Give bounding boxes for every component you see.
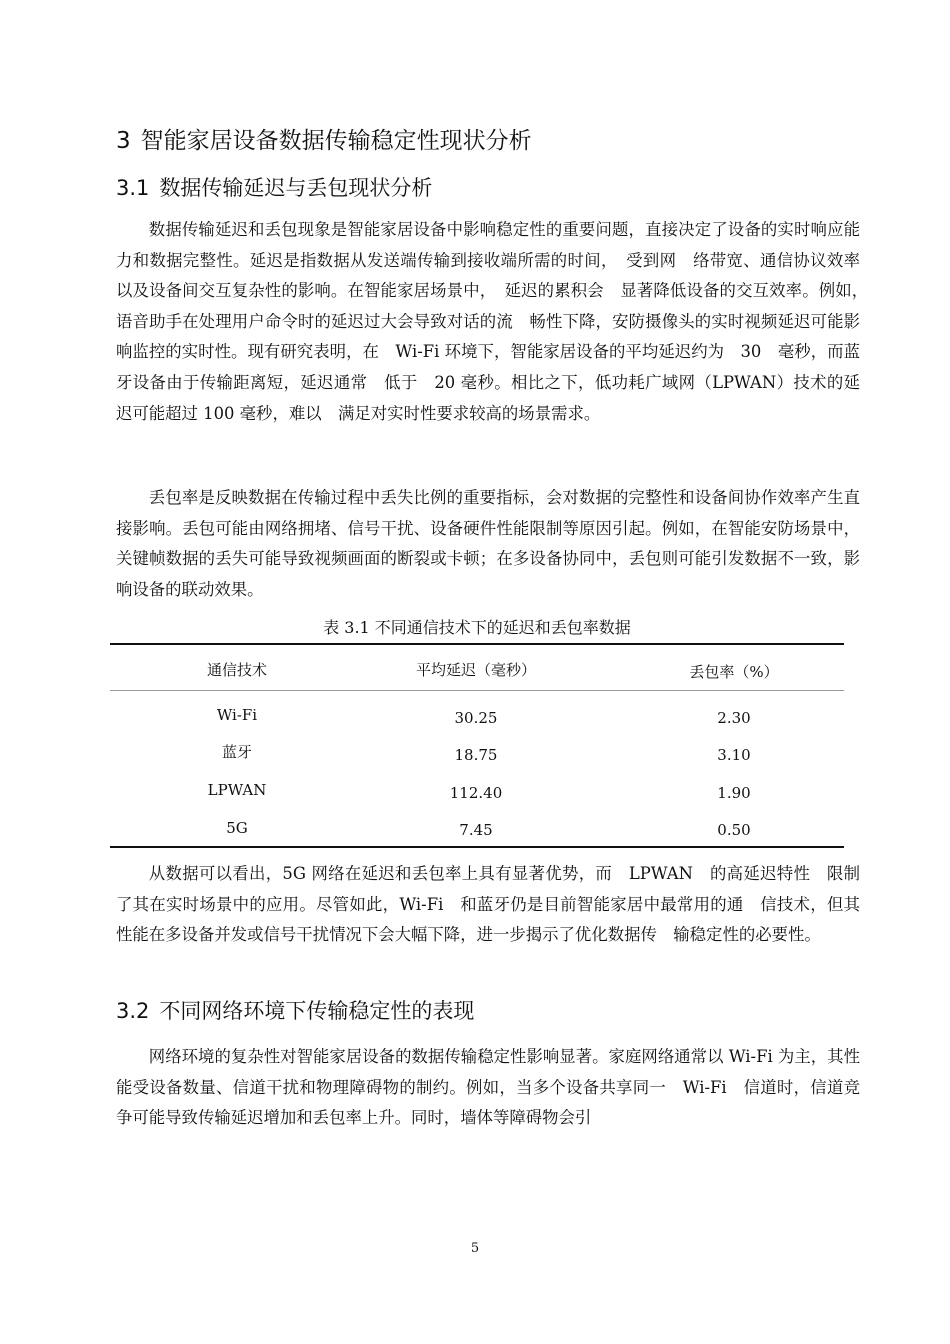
table-cell: 1.90 xyxy=(717,784,751,802)
subsection-heading-3-1 xyxy=(116,172,432,204)
table-top-rule xyxy=(110,643,844,645)
page-number: 5 xyxy=(470,1241,480,1256)
paragraph-table-analysis: 从数据可以看出，5G 网络在延迟和丢包率上具有显著优势，而 LPWAN 的高延迟特性 限制了其在实时场景中的应用。尽管如此，Wi-Fi 和蓝牙仍是目前智能家居中最常用的通 信技术，但其性能在多设备并发或信号干扰情况下会大幅下降，进一步揭示了优化数据传 输稳定性的必要性。 xyxy=(116,864,860,945)
section-title: 智能家居设备数据传输稳定性现状分析 xyxy=(140,128,532,154)
subsection-number: 3.2 xyxy=(116,999,150,1023)
table-header-cell: 通信技术 xyxy=(206,661,267,679)
table-cell: 3.10 xyxy=(717,746,751,764)
table-cell: LPWAN xyxy=(207,781,267,799)
paragraph-latency: 数据传输延迟和丢包现象是智能家居设备中影响稳定性的重要问题，直接决定了设备的实时响应能力和数据完整性。延迟是指数据从发送端传输到接收端所需的时间， 受到网 络带宽、通信协议效率以及设备间交互复杂性的影响。在智能家居场景中， 延迟的累积会 显著降低设备的交互效率。例如， 语音助手在处理用户命令时的延迟过大会导致对话的流 畅性下降，安防摄像头的实时视频延迟可能影响监控的实时性。现有研究表明，在 Wi-Fi 环境下，智能家居设备的平均延迟约为 30 毫秒，而蓝牙设备由于传输距离短，延迟通常 低于 20 毫秒。相比之下，低功耗广域网（LPWAN）技术的延迟可能超过 100 毫秒，难以 满足对实时性要求较高的场景需求。 xyxy=(116,220,877,423)
table-cell: 蓝牙 xyxy=(221,743,252,761)
table-cell: 30.25 xyxy=(454,709,498,727)
subsection-number: 3.1 xyxy=(116,176,150,200)
subsection-title: 不同网络环境下传输稳定性的表现 xyxy=(159,999,475,1023)
table-cell: Wi-Fi xyxy=(216,706,258,724)
subsection-heading-3-2 xyxy=(116,995,474,1027)
paragraph-network-environment: 网络环境的复杂性对智能家居设备的数据传输稳定性影响显著。家庭网络通常以 Wi-Fi 为主，其性能受设备数量、信道干扰和物理障碍物的制约。例如，当多个设备共享同一 Wi-Fi 信道时，信道竞争可能导致传输延迟增加和丢包率上升。同时，墙体等障碍物会引 xyxy=(116,1047,860,1128)
table-cell: 0.50 xyxy=(717,821,751,839)
table-header-cell: 丢包率（%） xyxy=(689,663,779,681)
table-cell: 18.75 xyxy=(454,746,498,764)
table-bottom-rule xyxy=(110,846,844,848)
paragraph-packet-loss: 丢包率是反映数据在传输过程中丢失比例的重要指标，会对数据的完整性和设备间协作效率产生直接影响。丢包可能由网络拥堵、信号干扰、设备硬件性能限制等原因引起。例如，在智能安防场景中，关键帧数据的丢失可能导致视频画面的断裂或卡顿；在多设备协同中，丢包则可能引发数据不一致，影响设备的联动效果。 xyxy=(116,488,860,599)
section-number: 3 xyxy=(116,128,131,154)
table-cell: 112.40 xyxy=(449,784,503,802)
table-header-cell: 平均延迟（毫秒） xyxy=(415,661,536,679)
subsection-title: 数据传输延迟与丢包现状分析 xyxy=(159,176,433,200)
table-cell: 2.30 xyxy=(717,709,751,727)
table-caption: 表 3.1 不同通信技术下的延迟和丢包率数据 xyxy=(323,618,631,637)
table-cell: 7.45 xyxy=(459,821,493,839)
section-heading xyxy=(116,124,532,158)
table-header-rule xyxy=(110,690,844,691)
table-cell: 5G xyxy=(226,819,248,837)
